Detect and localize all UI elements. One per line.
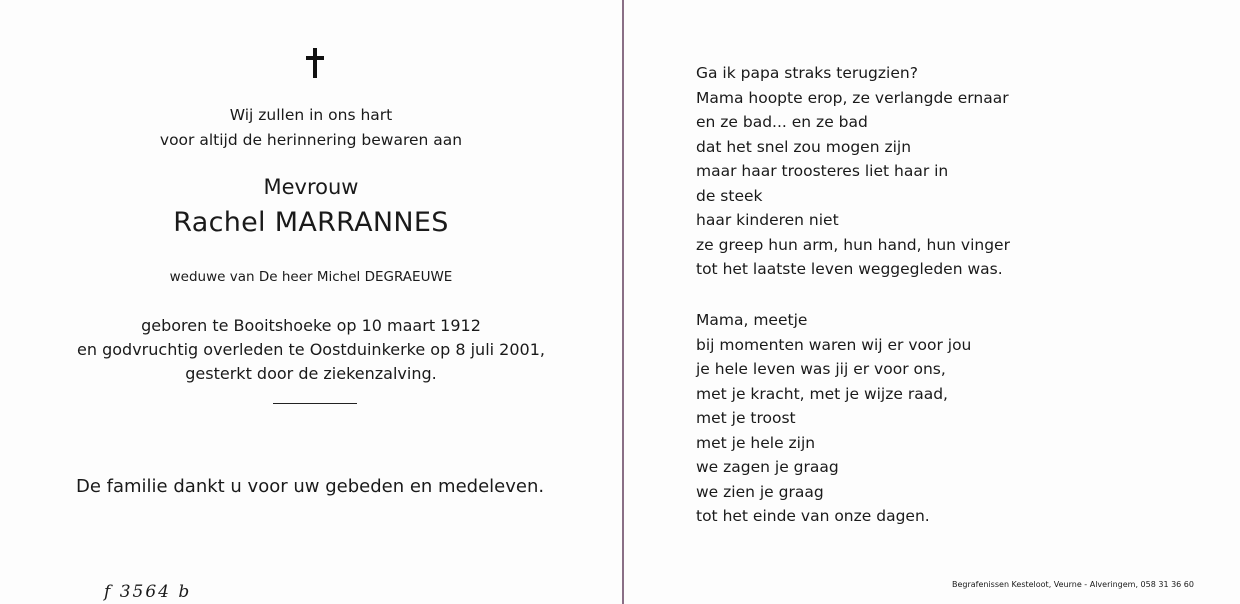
undertaker-credit: Begrafenissen Kesteloot, Veurne - Alveringem, 058 31 36 60 [951, 580, 1194, 589]
divider [273, 403, 357, 404]
birth-death-text [0, 314, 622, 386]
thanks-text: De familie dankt u voor uw gebeden en medeleven. [76, 476, 545, 497]
poem-line: je hele leven was jij er voor ons, [696, 360, 946, 378]
poem-line: we zien je graag [696, 482, 824, 501]
poem-line: met je kracht, met je wijze raad, [696, 384, 948, 403]
poem-line: haar kinderen niet [696, 211, 839, 229]
poem-stanza-1 [696, 61, 1010, 282]
poem-line: met je hele zijn [696, 433, 816, 452]
death-line: en godvruchtig overleden te Oostduinkerke op 8 juli 2001, [77, 340, 545, 359]
poem-line: de steek [696, 186, 763, 205]
intro-line: Wij zullen in ons hart [229, 106, 393, 124]
poem-line: maar haar troosteres liet haar in [696, 162, 949, 180]
widow-line: weduwe van De heer Michel DEGRAEUWE [169, 269, 453, 285]
deceased-name: Rachel MARRANNES [173, 207, 449, 238]
poem-line: Mama, meetje [696, 311, 808, 329]
poem-line: Mama hoopte erop, ze verlangde ernaar [696, 88, 1009, 107]
poem-line: en ze bad... en ze bad [696, 113, 868, 131]
birth-line: geboren te Booitshoeke op 10 maart 1912 [141, 316, 481, 335]
poem-line: tot het laatste leven weggegleden was. [696, 260, 1003, 278]
poem-line: Ga ik papa straks terugzien? [696, 64, 918, 82]
poem-line: bij momenten waren wij er voor jou [696, 335, 972, 354]
right-panel [624, 0, 1240, 604]
sacrament-line: gesterkt door de ziekenzalving. [185, 364, 437, 383]
intro-text [0, 103, 622, 153]
archive-number: f 3564 b [104, 582, 192, 602]
poem-line: dat het snel zou mogen zijn [696, 137, 912, 156]
poem-line: tot het einde van onze dagen. [696, 507, 930, 525]
intro-line: voor altijd de herinnering bewaren aan [159, 131, 463, 149]
honorific: Mevrouw [263, 175, 359, 199]
poem-line: ze greep hun arm, hun hand, hun vinger [696, 235, 1010, 254]
cross-icon [300, 44, 330, 84]
poem-stanza-2 [696, 308, 971, 529]
poem-line: we zagen je graag [696, 458, 839, 476]
poem-line: met je troost [696, 409, 796, 427]
